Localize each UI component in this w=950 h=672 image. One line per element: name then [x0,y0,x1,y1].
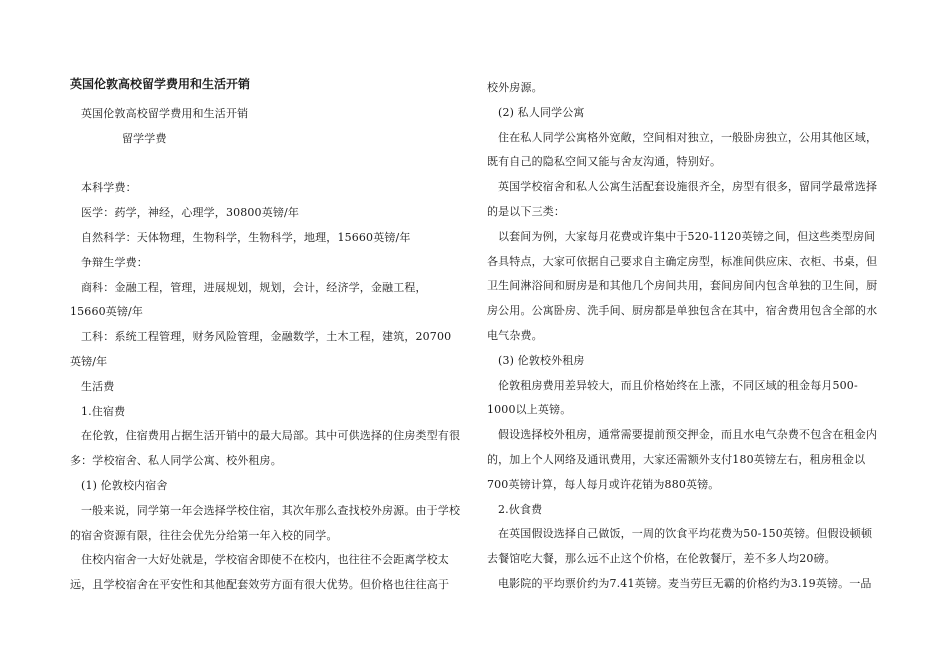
blank-line [70,152,462,177]
paragraph: 假设选择校外租房，通常需要提前预交押金，而且水电气杂费不包含在租金内的，加上个人网络及通讯费用，大家还需额外支付180英镑左右，租房租金以700英镑计算，每人每月或许花销为880英镑。 [487,428,878,491]
paragraph: 一般来说，同学第一年会选择学校住宿，其次年那么查找校外房源。由于学校的宿舍资源有限，往往会优先分给第一年入校的同学。 [70,503,461,542]
paragraph: 在伦敦，住宿费用占据生活开销中的最大局部。其中可供选择的住房类型有很多：学校宿舍、私人同学公寓、校外租房。 [70,429,461,468]
paragraph: 英国伦敦高校留学费用和生活开销 [81,107,249,120]
paragraph: (1) 伦敦校内宿舍 [81,478,168,492]
paragraph: 伦敦租房费用差异较大，而且价格始终在上涨，不同区域的租金每月500-1000以上英镑。 [487,378,858,417]
section-heading: 留学学费 [122,131,167,145]
paragraph: 商科：金融工程，管理，进展规划，规划，会计，经济学，金融工程，15660英镑/年 [70,280,427,319]
paragraph: 医学：药学，神经，心理学，30800英镑/年 [81,206,299,220]
paragraph: 1.住宿费 [81,404,126,418]
document-title: 英国伦敦高校留学费用和生活开销 [70,77,251,91]
left-column [70,66,462,598]
paragraph: (3) 伦敦校外租房 [498,353,585,367]
paragraph: (2) 私人同学公寓 [498,105,585,119]
paragraph: 住在私人同学公寓格外宽敞，空间相对独立，一般卧房独立，公用其他区域，既有自己的隐私空间又能与舍友沟通，特别好。 [487,130,878,169]
paragraph: 校外房源。 [487,81,543,94]
paragraph: 以套间为例，大家每月花费或许集中于520-1120英镑之间，但这些类型房间各具特点，大家可依据自己要求自主确定房型，标准间供应床、衣柜、书桌，但卫生间淋浴间和厨房是和其他几个房间共用，套间房间内包含单独的卫生间，厨房公用。公寓卧房、洗手间、厨房都是单独包含在其中，宿舍费用包含全部的水电气杂费。 [487,229,878,342]
paragraph: 住校内宿舍一大好处就是，学校宿舍即使不在校内，也往往不会距离学校太远，且学校宿舍在平安性和其他配套效劳方面有很大优势。但价格也往往高于 [70,553,450,592]
paragraph: 本科学费： [81,181,137,195]
paragraph: 自然科学：天体物理，生物科学，生物科学，地理，15660英镑/年 [81,230,411,244]
paragraph: 生活费 [81,379,115,393]
paragraph: 在英国假设选择自己做饭，一周的饮食平均花费为50-150英镑。但假设顿顿去餐馆吃大餐，那么远不止这个价格，在伦敦餐厅，差不多人均20磅。 [487,527,873,566]
paragraph: 争辩生学费： [81,255,148,269]
right-column [487,76,879,597]
paragraph: 2.伙食费 [498,502,543,516]
paragraph: 英国学校宿舍和私人公寓生活配套设施很齐全，房型有很多，留同学最常选择的是以下三类： [487,180,878,218]
paragraph: 电影院的平均票价约为7.41英镑。麦当劳巨无霸的价格约为3.19英镑。一品 [498,576,872,590]
paragraph: 工科：系统工程管理，财务风险管理，金融数学，土木工程，建筑，20700英镑/年 [70,330,452,368]
